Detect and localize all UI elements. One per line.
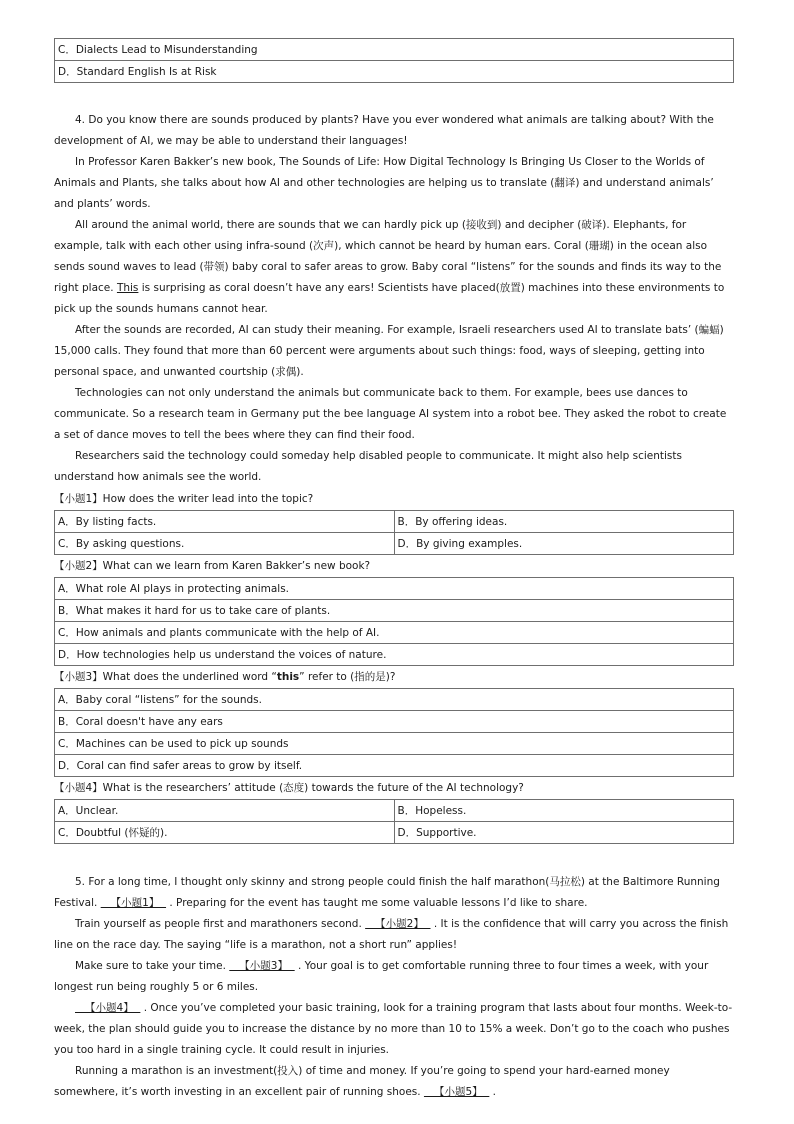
- passage-5-paragraph: [54, 872, 736, 914]
- passage-4-paragraph: Technologies can not only understand the animals but communicate back to them. For example, bees use dances to communicate. So a research team in Germany put the bee language AI system into a robot bee. They asked the robot to create a set of dance moves to tell the bees where they can find their food.: [54, 387, 727, 441]
- option-b[interactable]: B．What makes it hard for us to take care of plants.: [55, 600, 734, 622]
- question-2-options: [54, 577, 734, 666]
- passage-5-paragraph: [54, 956, 736, 998]
- passage-4: [54, 110, 736, 844]
- option-a[interactable]: A．By listing facts.: [55, 511, 395, 533]
- question-1-stem: 【小题1】How does the writer lead into the topic?: [54, 493, 314, 505]
- option-d[interactable]: D．Supportive.: [394, 822, 734, 844]
- question-2-stem: 【小题2】What can we learn from Karen Bakker’s new book?: [54, 560, 371, 572]
- option-b[interactable]: B．By offering ideas.: [394, 511, 734, 533]
- blank-5[interactable]: 【小题5】: [423, 1086, 490, 1098]
- passage-5-paragraph: [54, 998, 736, 1061]
- option-d[interactable]: D．How technologies help us understand the voices of nature.: [55, 644, 734, 666]
- question-4-stem: 【小题4】What is the researchers’ attitude (态度) towards the future of the AI technology?: [54, 782, 524, 794]
- option-d[interactable]: D．By giving examples.: [394, 533, 734, 555]
- text-span: .: [489, 1086, 497, 1098]
- underlined-word-this: This: [116, 282, 139, 294]
- question-3-options: [54, 688, 734, 777]
- text-span: ” refer to (指的是)?: [299, 671, 396, 683]
- option-b[interactable]: B．Coral doesn't have any ears: [55, 711, 734, 733]
- passage-4-paragraph: 4. Do you know there are sounds produced by plants? Have you ever wondered what animals are talking about? With the development of AI, we may be able to understand their languages!: [54, 114, 714, 147]
- text-span: . Once you’ve completed your basic training, look for a training program that lasts about four months. Week-to-week, the plan should guide you to increase the distance by no more than 10 to 15% a week. Don’t go to the coach who pushes you too hard in a single training cycle. It could result in injuries.: [54, 1002, 733, 1056]
- question-1-options: [54, 510, 734, 555]
- text-span: . It is the confidence that will carry you across the finish line on the race day. The saying “life is a marathon, not a short run” applies!: [54, 918, 729, 951]
- passage-4-paragraph: In Professor Karen Bakker’s new book, The Sounds of Life: How Digital Technology Is Bringing Us Closer to the Worlds of Animals and Plants, she talks about how AI and other technologies are helping us to translate (翻译) and understand animals’ and plants’ words.: [54, 156, 714, 210]
- passage-4-paragraph: [54, 215, 736, 320]
- option-d[interactable]: D．Coral can find safer areas to grow by itself.: [55, 755, 734, 777]
- option-d[interactable]: D．Standard English Is at Risk: [55, 61, 734, 83]
- option-b[interactable]: B．Hopeless.: [394, 800, 734, 822]
- passage-5-paragraph: [54, 914, 736, 956]
- option-a[interactable]: A．Unclear.: [55, 800, 395, 822]
- blank-3[interactable]: 【小题3】: [229, 960, 295, 972]
- blank-2[interactable]: 【小题2】: [365, 918, 431, 930]
- passage-5-paragraph: [54, 1061, 736, 1103]
- question-4-options: [54, 799, 734, 844]
- text-span: . Your goal is to get comfortable running three to four times a week, with your longest run being roughly 5 or 6 miles.: [54, 960, 709, 993]
- text-span: Make sure to take your time.: [75, 960, 230, 972]
- blank-4[interactable]: 【小题4】: [75, 1002, 141, 1014]
- blank-1[interactable]: 【小题1】: [100, 897, 167, 909]
- prev-question-options: [54, 38, 734, 83]
- option-c[interactable]: C．By asking questions.: [55, 533, 395, 555]
- text-span: Train yourself as people first and marathoners second.: [75, 918, 366, 930]
- option-a[interactable]: A．What role AI plays in protecting animals.: [55, 578, 734, 600]
- passage-5: [54, 872, 736, 1103]
- option-c[interactable]: C．How animals and plants communicate with the help of AI.: [55, 622, 734, 644]
- text-span: is surprising as coral doesn’t have any ears! Scientists have placed(放置) machines into these environments to pick up the sounds humans cannot hear.: [54, 282, 725, 315]
- option-a[interactable]: A．Baby coral “listens” for the sounds.: [55, 689, 734, 711]
- text-span: . Preparing for the event has taught me some valuable lessons I’d like to share.: [166, 897, 588, 909]
- passage-4-paragraph: After the sounds are recorded, AI can study their meaning. For example, Israeli researchers used AI to translate bats’ (蝙蝠) 15,000 calls. They found that more than 60 percent were arguments about such things: food, ways of sleeping, getting into personal space, and unwanted courtship (求偶).: [54, 324, 724, 378]
- passage-4-paragraph: Researchers said the technology could someday help disabled people to communicate. It might also help scientists understand how animals see the world.: [54, 450, 682, 483]
- exam-page: [54, 38, 736, 1103]
- bold-word-this: this: [276, 671, 300, 683]
- question-3-stem: [54, 666, 736, 688]
- text-span: 5. For a long time, I thought only skinny and strong people could finish the half marathon(马拉松) at the Baltimore Running Festival.: [54, 876, 720, 909]
- text-span: 【小题3】What does the underlined word “: [54, 671, 277, 683]
- option-c[interactable]: C．Machines can be used to pick up sounds: [55, 733, 734, 755]
- option-c[interactable]: C．Doubtful (怀疑的).: [55, 822, 395, 844]
- text-span: All around the animal world, there are sounds that we can hardly pick up (接收到) and decipher (破译). Elephants, for example, talk with each other using infra-sound (次声), which cannot be heard by human ears. Coral (珊瑚) in the ocean also sends sound waves to lead (带领) baby coral to safer areas to grow. Baby coral “listens” for the sounds and finds its way to the right place.: [54, 219, 722, 294]
- text-span: Running a marathon is an investment(投入) of time and money. If you’re going to spend your hard-earned money somewhere, it’s worth investing in an excellent pair of running shoes.: [54, 1065, 670, 1098]
- option-c[interactable]: C．Dialects Lead to Misunderstanding: [55, 39, 734, 61]
